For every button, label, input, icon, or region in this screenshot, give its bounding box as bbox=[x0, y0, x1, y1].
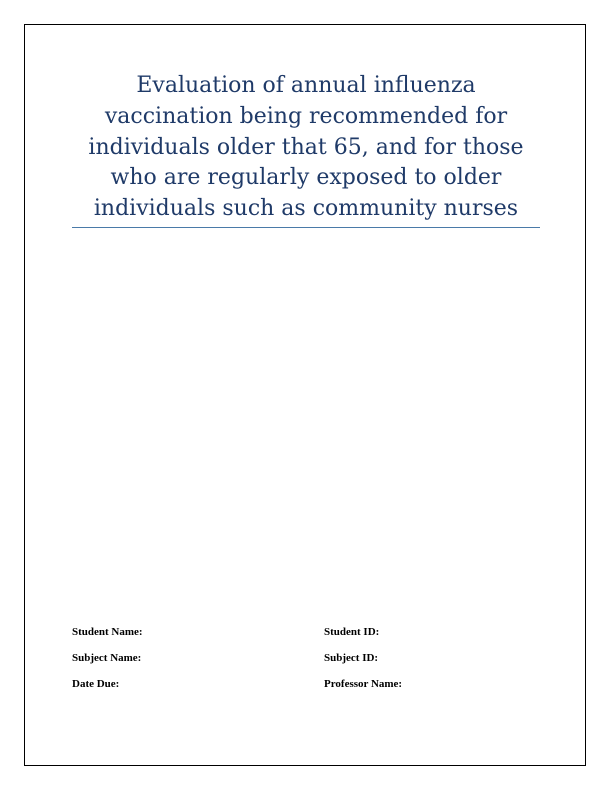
professor-name-label: Professor Name: bbox=[324, 678, 403, 690]
student-id-label: Student ID: bbox=[324, 626, 380, 638]
date-due-label: Date Due: bbox=[72, 678, 120, 690]
student-name-label: Student Name: bbox=[72, 626, 143, 638]
document-title: Evaluation of annual influenza vaccination being recommended for individuals older that 65, and for those who are regularly exposed to older individuals such as community nurses bbox=[88, 73, 524, 222]
title-underline bbox=[72, 227, 540, 228]
subject-name-label: Subject Name: bbox=[72, 652, 142, 664]
subject-id-label: Subject ID: bbox=[324, 652, 379, 664]
